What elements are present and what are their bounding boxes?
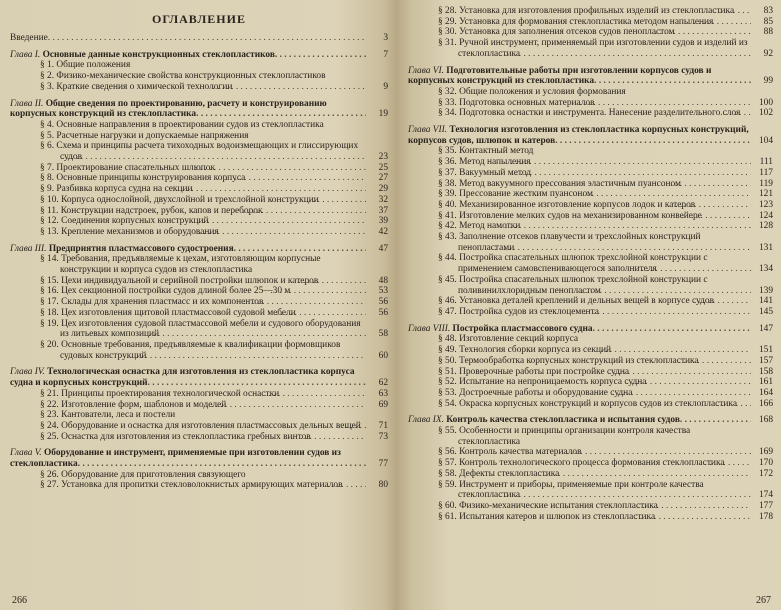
toc-chapter-entry xyxy=(408,66,773,87)
entry-title xyxy=(40,141,366,162)
toc-section-entry xyxy=(438,146,773,157)
entry-title xyxy=(438,458,751,469)
entry-title xyxy=(40,286,366,297)
entry-text: § 36. Метод напыления xyxy=(438,157,531,168)
entry-text: § 49. Технология сборки корпуса из секций xyxy=(438,345,612,356)
entry-title xyxy=(438,469,751,480)
entry-text: § 42. Метод намотки xyxy=(438,221,521,232)
entry-title xyxy=(438,307,751,318)
entry-text: § 43. Заполнение отсеков плавучести и трехслойных конструкций пенопластами xyxy=(438,232,701,253)
toc-section-entry xyxy=(438,388,773,399)
entry-title xyxy=(40,71,366,82)
entry-page-number: 169 xyxy=(758,447,773,458)
entry-text: § 24. Оборудование и оснастка для изготовления пластмассовых дельных вещей xyxy=(40,420,361,431)
toc-section-entry xyxy=(40,410,388,421)
entry-text: § 34. Подготовка оснастки и инструмента. Нанесение разделительного слоя xyxy=(438,108,741,119)
entry-page-number: 131 xyxy=(758,242,773,253)
entry-page-number: 123 xyxy=(758,199,773,210)
entry-text: § 41. Изготовление мелких судов на механизированном конвейере xyxy=(438,210,702,221)
entry-text: § 52. Испытание на непроницаемость корпуса судна xyxy=(438,377,647,388)
entry-page-number: 128 xyxy=(758,221,773,232)
page-heading: ОГЛАВЛЕНИЕ xyxy=(152,12,246,26)
entry-text: Технологическая оснастка для изготовления из стеклопластика корпуса судна и корпусных конструкций xyxy=(10,367,355,389)
entry-title xyxy=(40,480,366,491)
toc-section-entry xyxy=(40,421,388,432)
entry-text: § 16. Цех секционной постройки судов длиной более 25—30 м xyxy=(40,286,291,297)
toc-section-entry xyxy=(438,345,773,356)
entry-title xyxy=(10,448,366,469)
toc-section-entry xyxy=(438,307,773,318)
toc-section-entry xyxy=(438,108,773,119)
toc-section-entry xyxy=(40,120,388,131)
toc-section-entry xyxy=(438,458,773,469)
entry-page-number: 85 xyxy=(763,16,773,27)
entry-page-number: 53 xyxy=(378,286,388,297)
entry-text: § 46. Установка деталей креплений и дельных вещей в корпусе судов xyxy=(438,296,715,307)
toc-section-entry xyxy=(438,426,773,447)
toc-section-entry xyxy=(438,367,773,378)
entry-page-number: 172 xyxy=(758,468,773,479)
entry-text: § 8. Основные принципы конструирования корпуса xyxy=(40,173,246,184)
entry-page-number: 73 xyxy=(378,431,388,442)
entry-title xyxy=(438,512,751,523)
entry-title xyxy=(40,254,366,275)
entry-title xyxy=(40,227,366,238)
entry-title xyxy=(40,410,366,421)
entry-text: § 35. Контактный метод xyxy=(438,146,534,157)
toc-section-entry xyxy=(40,131,388,142)
entry-text: Подготовительные работы при изготовлении корпусов судов и корпусных конструкций из стеклопластика xyxy=(408,65,712,87)
entry-text: § 47. Постройка судов из стеклоцемента xyxy=(438,306,599,317)
entry-page-number: 47 xyxy=(378,243,388,254)
entry-page-number: 32 xyxy=(378,194,388,205)
entry-page-number: 29 xyxy=(378,184,388,195)
chapter-label: Глава VI. xyxy=(408,65,444,76)
toc-section-entry xyxy=(438,200,773,211)
entry-title xyxy=(438,157,751,168)
entry-title xyxy=(40,319,366,340)
toc-section-entry xyxy=(438,501,773,512)
entry-text: § 30. Установка для заполнения отсеков судов пенопластом xyxy=(438,27,675,38)
entry-page-number: 145 xyxy=(758,306,773,317)
entry-title xyxy=(40,206,366,217)
entry-title xyxy=(40,163,366,174)
entry-title xyxy=(40,276,366,287)
entry-title xyxy=(40,421,366,432)
toc-section-entry xyxy=(40,141,388,162)
entry-title xyxy=(10,244,366,255)
entry-title xyxy=(438,146,751,157)
entry-page-number: 102 xyxy=(758,108,773,119)
toc-section-entry xyxy=(438,27,773,38)
entry-title xyxy=(438,200,751,211)
entry-title xyxy=(40,195,366,206)
entry-text: § 4. Основные направления в проектировании судов из стеклопластика xyxy=(40,119,324,130)
chapter-label: Глава IX. xyxy=(408,415,444,426)
entry-title xyxy=(40,184,366,195)
entry-page-number: 56 xyxy=(378,307,388,318)
toc-section-entry xyxy=(438,179,773,190)
entry-text: § 38. Метод вакуумного прессования эластичным пуансоном xyxy=(438,178,681,189)
toc-section-entry xyxy=(40,297,388,308)
entry-title xyxy=(10,33,366,44)
chapter-label: Глава VII. xyxy=(408,125,448,136)
toc-chapter-entry xyxy=(10,367,388,388)
toc-section-entry xyxy=(438,98,773,109)
entry-text: § 53. Достроечные работы и оборудование судна xyxy=(438,387,633,398)
toc-section-entry xyxy=(438,17,773,28)
entry-text: § 44. Постройка спасательных шлюпок трехслойной конструкции с применением самовспенивающегося заполнителя xyxy=(438,253,708,275)
chapter-label: Глава I. xyxy=(10,49,41,60)
entry-page-number: 71 xyxy=(378,420,388,431)
entry-text: § 1. Общие положения xyxy=(40,60,131,71)
toc-section-entry xyxy=(438,512,773,523)
entry-page-number: 88 xyxy=(763,27,773,38)
entry-title xyxy=(40,340,366,361)
entry-text: § 48. Изготовление секций корпуса xyxy=(438,334,579,345)
entry-text: § 26. Оборудование для приготовления связующего xyxy=(40,469,246,480)
entry-title xyxy=(438,38,751,59)
entry-text: Общие сведения по проектированию, расчету и конструированию корпусных конструкций из стеклопластика xyxy=(10,98,327,120)
entry-page-number: 3 xyxy=(383,33,388,43)
entry-title xyxy=(40,82,366,93)
toc-section-entry xyxy=(438,221,773,232)
page-number-right: 267 xyxy=(756,595,771,606)
toc-chapter-entry xyxy=(10,50,388,61)
entry-page-number: 25 xyxy=(378,162,388,173)
page-number-left: 266 xyxy=(12,595,27,606)
entry-title xyxy=(438,87,751,98)
entry-title xyxy=(40,470,366,481)
chapter-label: Глава IV. xyxy=(10,367,45,378)
entry-page-number: 80 xyxy=(378,480,388,491)
entry-page-number: 100 xyxy=(758,97,773,108)
toc-section-entry xyxy=(438,211,773,222)
entry-text: Предприятия пластмассового судостроения xyxy=(48,243,234,254)
entry-page-number: 104 xyxy=(758,135,773,146)
entry-text: § 45. Постройка спасательных шлюпок трехслойной конструкции с поливинилхлоридным пенопластом xyxy=(438,274,708,296)
entry-text: § 31. Ручной инструмент, применяемый при изготовлении судов и изделий из стеклопластика xyxy=(438,38,748,59)
toc-section-entry xyxy=(40,82,388,93)
toc-section-entry xyxy=(438,6,773,17)
toc-list-right xyxy=(408,6,773,522)
entry-text: § 29. Установка для формования стеклопластика методом напыления xyxy=(438,16,714,27)
entry-title xyxy=(438,275,751,296)
entry-text: § 2. Физико-механические свойства конструкционных стеклопластиков xyxy=(40,71,326,82)
entry-title xyxy=(438,6,751,17)
entry-title xyxy=(438,221,751,232)
entry-title xyxy=(438,179,751,190)
entry-title xyxy=(40,308,366,319)
entry-page-number: 161 xyxy=(758,377,773,388)
entry-page-number: 174 xyxy=(758,490,773,501)
toc-section-entry xyxy=(40,308,388,319)
toc-section-entry xyxy=(40,71,388,82)
entry-text: § 50. Термообработка корпусных конструкций из стеклопластика xyxy=(438,355,699,366)
entry-title xyxy=(438,388,751,399)
chapter-label: Глава III. xyxy=(10,243,47,254)
entry-page-number: 23 xyxy=(378,152,388,163)
entry-text: § 11. Конструкции надстроек, рубок, капов и переборок xyxy=(40,205,263,216)
toc-section-entry xyxy=(438,447,773,458)
entry-text: § 21. Принципы проектирования технологической оснастки xyxy=(40,388,280,399)
toc-chapter-entry xyxy=(408,324,773,335)
entry-text: § 19. Цех изготовления судовой пластмассовой мебели и судового оборудования из литьевых композиций xyxy=(40,318,361,340)
entry-title xyxy=(438,447,751,458)
entry-text: Контроль качества стеклопластика и испытания судов xyxy=(446,415,680,426)
entry-text: § 14. Требования, предъявляемые к цехам, изготовляющим корпусные конструкции и корпуса судов из стеклопластика xyxy=(40,254,321,276)
toc-section-entry xyxy=(40,195,388,206)
entry-page-number: 141 xyxy=(758,296,773,307)
entry-page-number: 58 xyxy=(378,329,388,340)
entry-text: § 10. Корпуса однослойной, двухслойной и трехслойной конструкции xyxy=(40,194,319,205)
entry-page-number: 60 xyxy=(378,350,388,361)
entry-page-number: 83 xyxy=(763,6,773,16)
entry-title xyxy=(438,377,751,388)
entry-page-number: 77 xyxy=(378,459,388,470)
toc-section-entry xyxy=(438,469,773,480)
entry-page-number: 170 xyxy=(758,458,773,469)
entry-text: § 27. Установка для пропитки стекловолокнистых армирующих материалов xyxy=(40,480,343,491)
toc-section-entry xyxy=(438,275,773,296)
entry-text: § 33. Подготовка основных материалов xyxy=(438,97,595,108)
entry-title xyxy=(438,345,751,356)
entry-page-number: 37 xyxy=(378,205,388,216)
chapter-label: Глава II. xyxy=(10,98,44,109)
toc-chapter-entry xyxy=(408,125,773,146)
entry-page-number: 168 xyxy=(758,415,773,426)
entry-title xyxy=(408,324,751,335)
toc-section-entry xyxy=(40,276,388,287)
entry-text: § 13. Крепление механизмов и оборудования xyxy=(40,226,219,237)
toc-section-entry xyxy=(40,60,388,71)
entry-title xyxy=(438,356,751,367)
entry-text: Постройка пластмассового судна xyxy=(452,323,593,334)
toc-section-entry xyxy=(438,232,773,253)
entry-page-number: 69 xyxy=(378,399,388,410)
entry-page-number: 157 xyxy=(758,355,773,366)
entry-title xyxy=(438,98,751,109)
entry-title xyxy=(40,389,366,400)
toc-section-entry xyxy=(40,254,388,275)
entry-page-number: 164 xyxy=(758,387,773,398)
entry-text: § 15. Цехи индивидуальной и серийной постройки шлюпок и катеров xyxy=(40,275,319,286)
entry-title xyxy=(10,367,366,388)
entry-page-number: 56 xyxy=(378,297,388,308)
entry-title xyxy=(40,400,366,411)
entry-title xyxy=(438,480,751,501)
entry-title xyxy=(438,501,751,512)
entry-title xyxy=(40,173,366,184)
entry-title xyxy=(438,189,751,200)
entry-page-number: 134 xyxy=(758,264,773,275)
entry-title xyxy=(438,253,751,274)
toc-section-entry xyxy=(40,163,388,174)
toc-section-entry xyxy=(40,340,388,361)
entry-title xyxy=(40,60,366,71)
entry-page-number: 117 xyxy=(759,167,773,178)
toc-section-entry xyxy=(438,399,773,410)
entry-page-number: 111 xyxy=(759,157,773,168)
entry-title xyxy=(408,415,751,426)
entry-text: § 60. Физико-механические испытания стеклопластика xyxy=(438,500,658,511)
entry-title xyxy=(40,216,366,227)
entry-page-number: 121 xyxy=(758,189,773,200)
toc-section-entry xyxy=(40,432,388,443)
entry-text: § 54. Окраска корпусных конструкций и корпусов судов из стеклопластика xyxy=(438,398,737,409)
toc-section-entry xyxy=(40,206,388,217)
entry-text: § 40. Механизированное изготовление корпусов лодок и катеров xyxy=(438,199,696,210)
entry-page-number: 19 xyxy=(378,109,388,120)
entry-page-number: 7 xyxy=(383,49,388,60)
toc-section-entry xyxy=(438,189,773,200)
entry-title xyxy=(10,50,366,61)
entry-page-number: 9 xyxy=(383,81,388,92)
entry-text: § 55. Особенности и принципы организации контроля качества стеклопластика xyxy=(438,426,691,447)
entry-text: § 56. Контроль качества материалов xyxy=(438,447,582,458)
entry-text: § 39. Прессование жестким пуансоном xyxy=(438,189,593,200)
toc-section-entry xyxy=(40,400,388,411)
chapter-label: Глава VIII. xyxy=(408,323,451,334)
entry-text: § 9. Разбивка корпуса судна на секции xyxy=(40,184,193,195)
toc-section-entry xyxy=(438,296,773,307)
toc-chapter-entry xyxy=(10,99,388,120)
entry-text: § 61. Испытания катеров и шлюпок из стеклопластика xyxy=(438,511,656,522)
entry-text: § 58. Дефекты стеклопластика xyxy=(438,468,560,479)
toc-section-entry xyxy=(438,356,773,367)
entry-text: § 3. Краткие сведения о химической технологии xyxy=(40,81,233,92)
toc-section-entry xyxy=(40,319,388,340)
entry-title xyxy=(438,168,751,179)
toc-section-entry xyxy=(40,184,388,195)
entry-page-number: 139 xyxy=(758,285,773,296)
entry-title xyxy=(438,399,751,410)
entry-page-number: 62 xyxy=(378,378,388,389)
toc-section-entry xyxy=(438,377,773,388)
entry-title xyxy=(40,297,366,308)
toc-intro-entry xyxy=(10,33,388,44)
entry-text: § 59. Инструмент и приборы, применяемые при контроле качества стеклопластика xyxy=(438,479,704,501)
entry-text: § 28. Установка для изготовления профильных изделий из стеклопластика xyxy=(438,6,735,16)
entry-page-number: 124 xyxy=(758,210,773,221)
entry-title xyxy=(438,17,751,28)
entry-page-number: 48 xyxy=(378,275,388,286)
toc-section-entry xyxy=(438,157,773,168)
entry-text: § 22. Изготовление форм, шаблонов и моделей xyxy=(40,399,227,410)
chapter-label: Глава V. xyxy=(10,448,42,459)
entry-title xyxy=(438,232,751,253)
entry-page-number: 158 xyxy=(758,366,773,377)
entry-page-number: 178 xyxy=(758,511,773,522)
entry-text: § 5. Расчетные нагрузки и допускаемые напряжения xyxy=(40,130,249,141)
entry-title xyxy=(438,211,751,222)
entry-text: § 25. Оснастка для изготовления из стеклопластика гребных винтов xyxy=(40,431,311,442)
entry-text: § 57. Контроль технологического процесса формования стеклопластика xyxy=(438,458,725,469)
entry-title xyxy=(40,432,366,443)
entry-page-number: 99 xyxy=(763,76,773,87)
toc-section-entry xyxy=(438,168,773,179)
toc-section-entry xyxy=(438,87,773,98)
entry-title xyxy=(438,334,751,345)
entry-text: § 37. Вакуумный метод xyxy=(438,167,532,178)
toc-chapter-entry xyxy=(10,448,388,469)
toc-section-entry xyxy=(438,480,773,501)
entry-text: Введение xyxy=(10,33,48,43)
toc-section-entry xyxy=(40,480,388,491)
entry-page-number: 166 xyxy=(758,398,773,409)
toc-section-entry xyxy=(40,216,388,227)
entry-text: Основные данные конструкционных стеклопластиков xyxy=(42,49,275,60)
toc-section-entry xyxy=(40,173,388,184)
toc-chapter-entry xyxy=(10,244,388,255)
toc-section-entry xyxy=(438,334,773,345)
entry-text: Технология изготовления из стеклопластика корпусных конструкций, корпусов судов, шлюпок и катеров xyxy=(408,125,749,146)
entry-title xyxy=(10,99,366,120)
entry-title xyxy=(438,108,751,119)
entry-title xyxy=(438,367,751,378)
entry-text: § 12. Соединения корпусных конструкций xyxy=(40,216,209,227)
entry-page-number: 147 xyxy=(758,323,773,334)
entry-page-number: 119 xyxy=(759,178,773,189)
entry-title xyxy=(438,296,751,307)
right-page xyxy=(396,0,781,610)
entry-title xyxy=(40,131,366,142)
toc-chapter-entry xyxy=(408,415,773,426)
entry-page-number: 92 xyxy=(763,48,773,59)
toc-section-entry xyxy=(40,389,388,400)
entry-page-number: 177 xyxy=(758,500,773,511)
toc-section-entry xyxy=(438,38,773,59)
entry-page-number: 42 xyxy=(378,226,388,237)
entry-page-number: 151 xyxy=(758,345,773,356)
toc-section-entry xyxy=(40,286,388,297)
entry-page-number: 39 xyxy=(378,216,388,227)
entry-page-number: 63 xyxy=(378,388,388,399)
entry-text: § 23. Кантователи, леса и постели xyxy=(40,410,176,421)
entry-title xyxy=(40,120,366,131)
entry-text: § 17. Склады для хранения пластмасс и их компонентов xyxy=(40,297,264,308)
entry-text: § 6. Схема и принципы расчета тихоходных водоизмещающих и глиссирующих судов xyxy=(40,141,359,163)
entry-text: § 51. Проверочные работы при постройке судна xyxy=(438,366,630,377)
toc-section-entry xyxy=(438,253,773,274)
entry-text: § 7. Проектирование спасательных шлюпок xyxy=(40,162,216,173)
toc-list-left xyxy=(10,33,388,491)
entry-text: § 20. Основные требования, предъявляемые к квалификации формовщиков судовых конструкций xyxy=(40,339,341,361)
toc-section-entry xyxy=(40,470,388,481)
entry-title xyxy=(438,426,751,447)
toc-section-entry xyxy=(40,227,388,238)
entry-title xyxy=(408,125,751,146)
entry-title xyxy=(438,27,751,38)
entry-title xyxy=(408,66,751,87)
entry-text: § 18. Цех изготовления щитовой пластмассовой судовой мебели xyxy=(40,307,296,318)
entry-page-number: 27 xyxy=(378,173,388,184)
entry-text: § 32. Общие положения и условия формования xyxy=(438,86,626,97)
entry-text: Оборудование и инструмент, применяемые при изготовлении судов из стеклопластика xyxy=(10,448,341,470)
